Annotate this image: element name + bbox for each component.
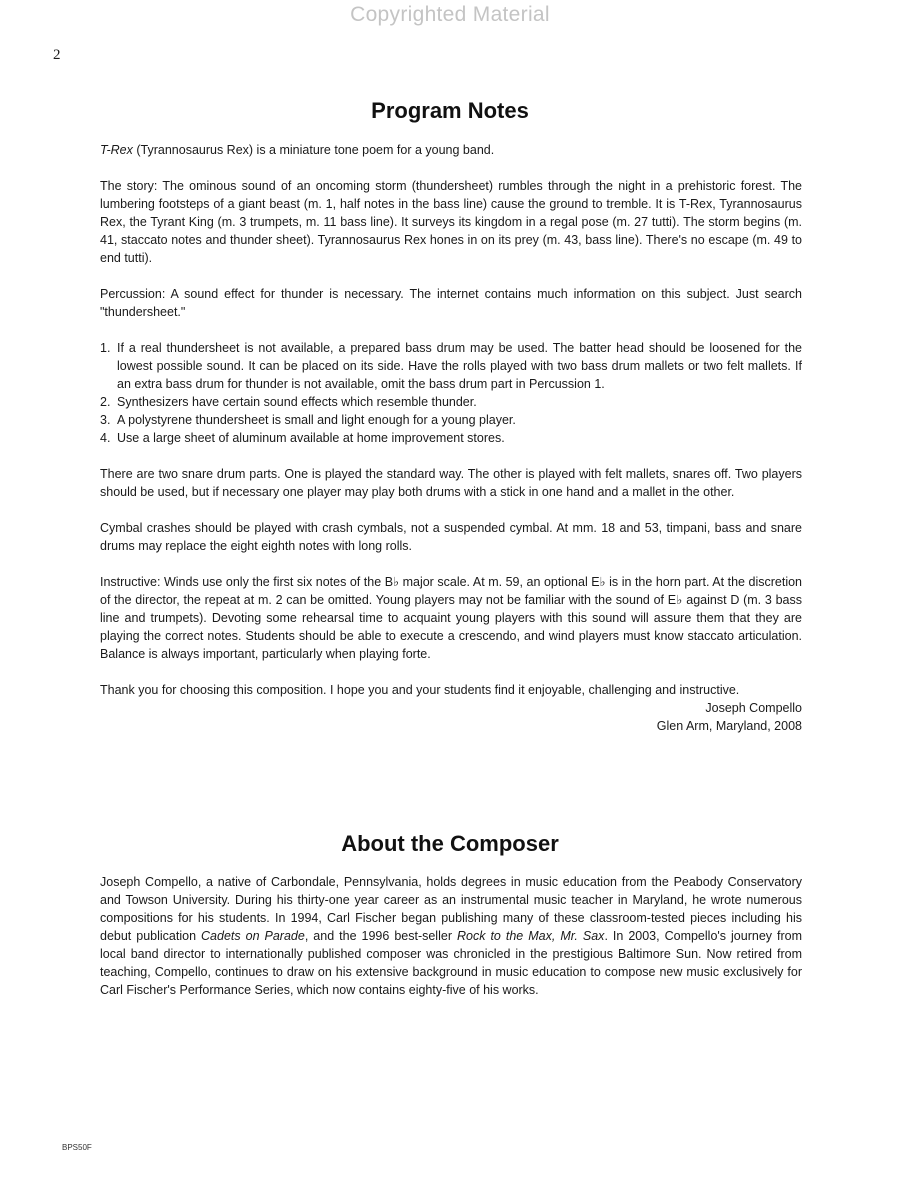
list-item xyxy=(100,339,802,393)
copyright-watermark: Copyrighted Material xyxy=(350,3,550,26)
list-item-text: Use a large sheet of aluminum available at home improvement stores. xyxy=(117,431,505,445)
bio-title-cadets: Cadets on Parade xyxy=(201,929,305,943)
instructive-paragraph: Instructive: Winds use only the first six notes of the B♭ major scale. At m. 59, an optional E♭ is in the horn part. At the discretion of the director, the repeat at m. 2 can be omitted. Young players may not be familiar with the sound of E♭ against D (m. 3 bass line and trumpets). Devoting some rehearsal time to acquaint young players with this sound will assure them that they are playing the correct notes. Students should be able to execute a crescendo, and wind players must know staccato articulation. Balance is always important, particularly when playing forte. xyxy=(100,575,802,661)
list-item-number: 2. xyxy=(100,395,111,409)
bio-title-rock: Rock to the Max, Mr. Sax xyxy=(456,929,605,943)
page-number: 2 xyxy=(53,47,61,63)
cymbal-paragraph: Cymbal crashes should be played with crash cymbals, not a suspended cymbal. At mm. 18 and 53, timpani, bass and snare drums may replace the eight eighth notes with long rolls. xyxy=(100,521,802,553)
catalog-code: BPS50F xyxy=(62,1143,92,1152)
intro-text: (Tyrannosaurus Rex) is a miniature tone poem for a young band. xyxy=(132,143,495,157)
work-title: T-Rex xyxy=(100,143,133,157)
list-item xyxy=(100,429,802,447)
list-item xyxy=(100,411,802,429)
thanks-paragraph: Thank you for choosing this composition. I hope you and your students find it enjoyable, challenging and instructive. xyxy=(100,683,740,697)
percussion-options-list xyxy=(100,339,802,447)
list-item-number: 4. xyxy=(100,431,111,445)
list-item-text: Synthesizers have certain sound effects which resemble thunder. xyxy=(117,395,477,409)
list-item-text: A polystyrene thundersheet is small and light enough for a young player. xyxy=(117,413,516,427)
story-paragraph: The story: The ominous sound of an oncoming storm (thundersheet) rumbles through the night in a prehistoric forest. The lumbering footsteps of a giant beast (m. 1, half notes in the bass line) cause the ground to tremble. It is T-Rex, Tyrannosaurus Rex, the Tyrant King (m. 3 trumpets, m. 11 bass line). It surveys its kingdom in a regal pose (m. 27 tutti). The storm begins (m. 41, staccato notes and thunder sheet). Tyrannosaurus Rex hones in on its prey (m. 43, bass line). There's no escape (m. 49 to end tutti). xyxy=(100,179,802,265)
program-notes-body xyxy=(100,141,802,735)
signature-name: Joseph Compello xyxy=(705,701,802,715)
about-composer-heading: About the Composer xyxy=(341,831,559,856)
percussion-paragraph: Percussion: A sound effect for thunder is necessary. The internet contains much information on this subject. Just search "thundersheet." xyxy=(100,287,802,319)
list-item-text: If a real thundersheet is not available, a prepared bass drum may be used. The batter head should be loosened for the lowest possible sound. It can be placed on its side. Have the rolls played with two bass drum mallets or two felt mallets. If an extra bass drum for thunder is not available, omit the bass drum part in Percussion 1. xyxy=(117,341,802,391)
bio-text-part3: . In 2003, Compello's journey from local band director to internationally published composer was chronicled in the prestigious Baltimore Sun. Now retired from teaching, Compello, continues to draw on his extensive background in music education to compose new music exclusively for Carl Fischer's Performance Series, which now contains eighty-five of his works. xyxy=(100,929,803,997)
signature-place: Glen Arm, Maryland, 2008 xyxy=(656,719,802,733)
about-composer-body xyxy=(100,873,802,999)
composer-bio-paragraph xyxy=(100,873,802,999)
list-item-number: 3. xyxy=(100,413,111,427)
intro-paragraph xyxy=(100,141,802,159)
snare-paragraph: There are two snare drum parts. One is played the standard way. The other is played with felt mallets, snares off. Two players should be used, but if necessary one player may play both drums with a stick in one hand and a mallet in the other. xyxy=(100,467,802,499)
program-notes-heading: Program Notes xyxy=(371,98,529,123)
list-item-number: 1. xyxy=(100,341,111,355)
list-item xyxy=(100,393,802,411)
bio-text-part1: Joseph Compello, a native of Carbondale, Pennsylvania, holds degrees in music education from the Peabody Conservatory and Towson University. During his thirty-one year career as an instrumental music teacher in Maryland, he wrote numerous compositions for his students. In 1994, Carl Fischer began publishing many of these classroom-tested pieces including his debut publication xyxy=(100,875,802,943)
bio-text-part2: , and the 1996 best-seller xyxy=(304,929,457,943)
